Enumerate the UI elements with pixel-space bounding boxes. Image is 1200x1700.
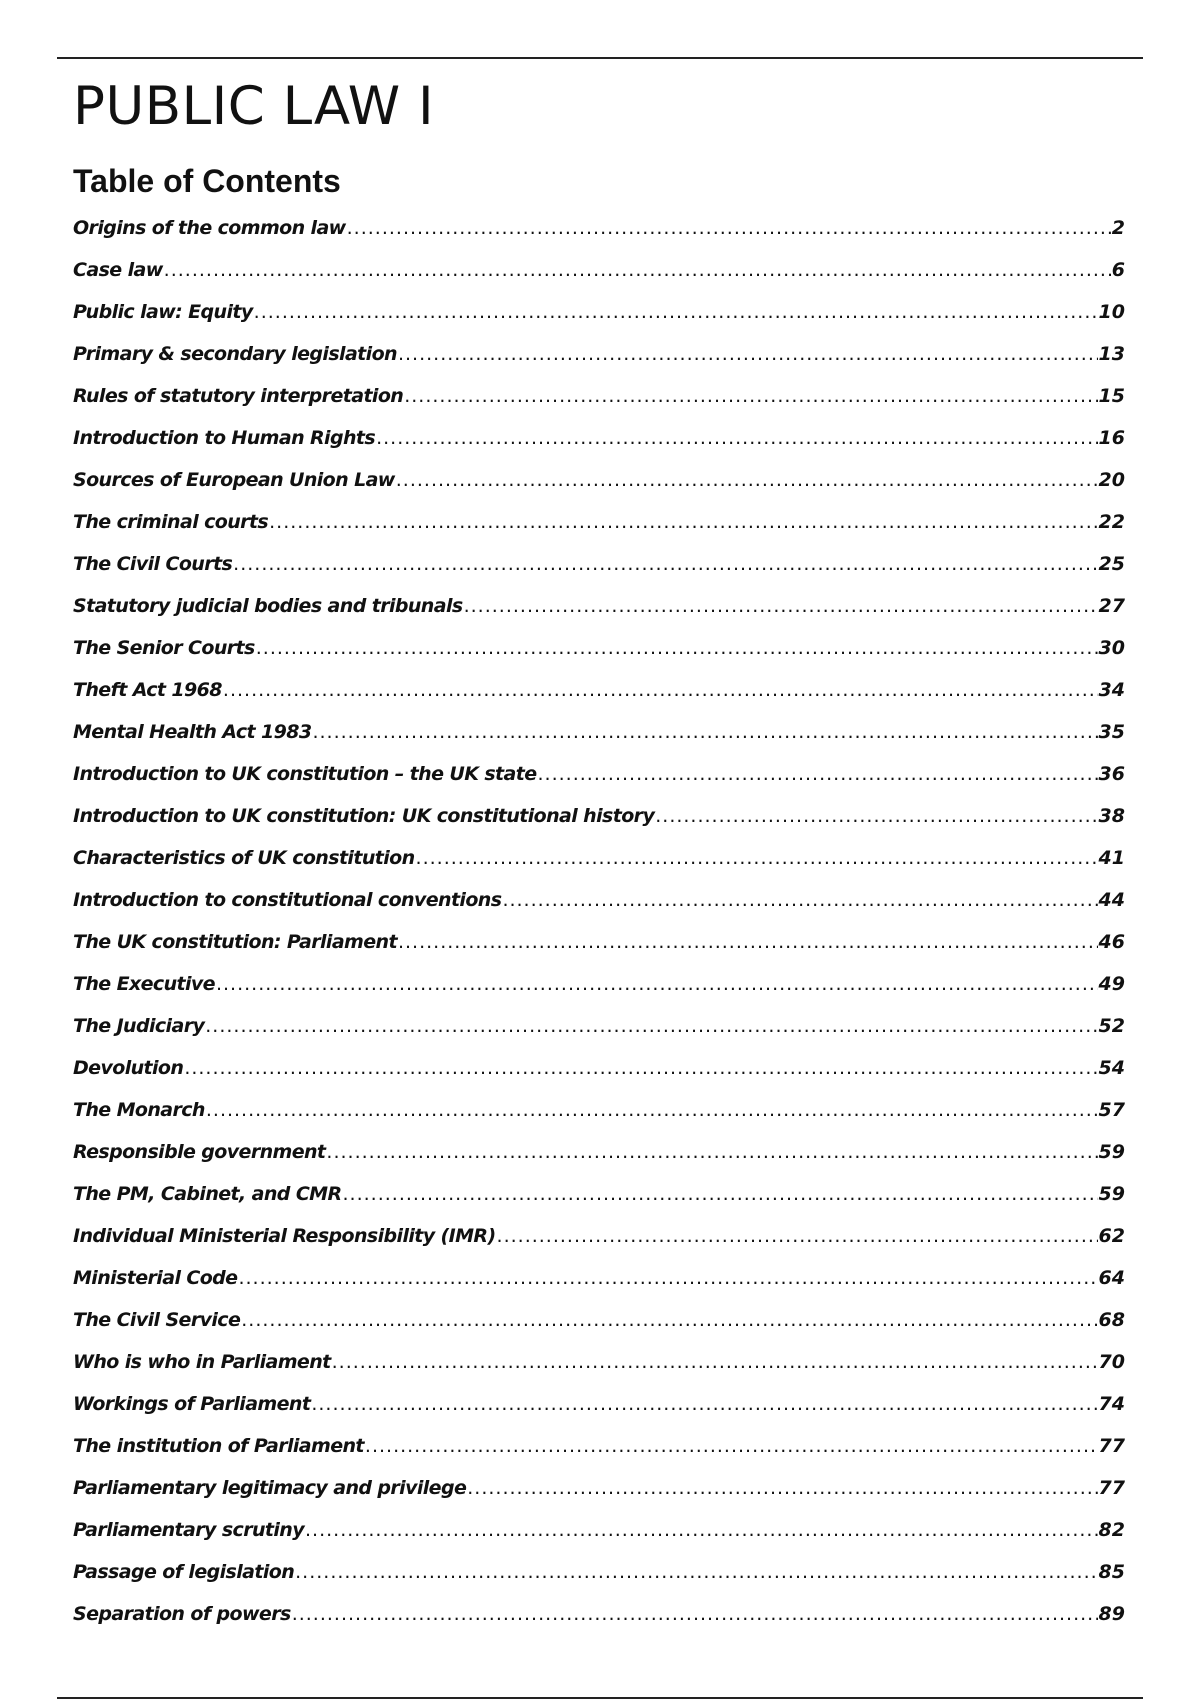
toc-entry-page-number: 77 xyxy=(1098,1477,1125,1499)
toc-entry-page-number: 52 xyxy=(1098,1015,1125,1037)
toc-entry-title: Rules of statutory interpretation xyxy=(73,385,404,407)
toc-heading: Table of Contents xyxy=(73,163,341,199)
toc-dot-leader xyxy=(233,543,1097,585)
toc-entry[interactable] xyxy=(73,1173,1125,1215)
toc-entry-page-number: 62 xyxy=(1098,1225,1125,1247)
toc-entry-page-number: 22 xyxy=(1098,511,1125,533)
toc-entry[interactable] xyxy=(73,1089,1125,1131)
toc-entry[interactable] xyxy=(73,1467,1125,1509)
toc-dot-leader xyxy=(305,1509,1098,1551)
toc-entry[interactable] xyxy=(73,1215,1125,1257)
footer-rule xyxy=(57,1697,1143,1699)
toc-entry-title: The Civil Courts xyxy=(73,553,233,575)
toc-entry-title: Passage of legislation xyxy=(73,1561,295,1583)
toc-dot-leader xyxy=(365,1425,1098,1467)
table-of-contents xyxy=(73,207,1125,1635)
toc-entry[interactable] xyxy=(73,1047,1125,1089)
toc-entry-title: Statutory judicial bodies and tribunals xyxy=(73,595,463,617)
toc-entry[interactable] xyxy=(73,1131,1125,1173)
toc-dot-leader xyxy=(223,669,1098,711)
toc-entry[interactable] xyxy=(73,1257,1125,1299)
toc-entry-page-number: 46 xyxy=(1098,931,1125,953)
toc-entry-page-number: 41 xyxy=(1098,847,1125,869)
toc-entry[interactable] xyxy=(73,585,1125,627)
toc-entry-title: Origins of the common law xyxy=(73,217,346,239)
toc-entry[interactable] xyxy=(73,375,1125,417)
toc-dot-leader xyxy=(164,249,1111,291)
toc-entry-title: Theft Act 1968 xyxy=(73,679,222,701)
toc-entry-page-number: 59 xyxy=(1098,1183,1125,1205)
toc-entry-page-number: 30 xyxy=(1098,637,1125,659)
toc-dot-leader xyxy=(269,501,1097,543)
toc-dot-leader xyxy=(312,711,1097,753)
toc-dot-leader xyxy=(396,459,1098,501)
toc-entry-title: Introduction to UK constitution: UK constitutional history xyxy=(73,805,655,827)
toc-entry[interactable] xyxy=(73,1593,1125,1635)
toc-dot-leader xyxy=(216,963,1098,1005)
toc-dot-leader xyxy=(241,1299,1097,1341)
toc-entry-page-number: 35 xyxy=(1098,721,1125,743)
toc-entry-page-number: 74 xyxy=(1098,1393,1125,1415)
toc-dot-leader xyxy=(205,1005,1097,1047)
toc-entry[interactable] xyxy=(73,1299,1125,1341)
toc-entry-page-number: 36 xyxy=(1098,763,1125,785)
toc-entry[interactable] xyxy=(73,459,1125,501)
toc-dot-leader xyxy=(311,1383,1097,1425)
toc-dot-leader xyxy=(416,837,1098,879)
toc-dot-leader xyxy=(238,1257,1097,1299)
toc-entry[interactable] xyxy=(73,1509,1125,1551)
toc-entry-page-number: 49 xyxy=(1098,973,1125,995)
toc-dot-leader xyxy=(332,1341,1098,1383)
toc-entry-title: Introduction to UK constitution – the UK state xyxy=(73,763,537,785)
toc-entry-page-number: 82 xyxy=(1098,1519,1125,1541)
toc-entry-page-number: 77 xyxy=(1098,1435,1125,1457)
toc-entry-title: The Monarch xyxy=(73,1099,205,1121)
toc-entry-title: Primary & secondary legislation xyxy=(73,343,397,365)
toc-dot-leader xyxy=(343,1173,1098,1215)
toc-entry[interactable] xyxy=(73,879,1125,921)
toc-entry-title: Introduction to constitutional conventions xyxy=(73,889,502,911)
toc-entry-page-number: 68 xyxy=(1098,1309,1125,1331)
toc-entry-page-number: 54 xyxy=(1098,1057,1125,1079)
toc-entry-title: Responsible government xyxy=(73,1141,326,1163)
toc-entry[interactable] xyxy=(73,1425,1125,1467)
toc-entry-title: The PM, Cabinet, and CMR xyxy=(73,1183,342,1205)
toc-entry-page-number: 89 xyxy=(1098,1603,1125,1625)
toc-dot-leader xyxy=(398,333,1098,375)
toc-entry-title: The institution of Parliament xyxy=(73,1435,364,1457)
toc-entry-page-number: 85 xyxy=(1098,1561,1125,1583)
toc-dot-leader xyxy=(467,1467,1097,1509)
toc-entry[interactable] xyxy=(73,417,1125,459)
toc-entry[interactable] xyxy=(73,921,1125,963)
toc-entry-title: Parliamentary legitimacy and privilege xyxy=(73,1477,467,1499)
toc-entry-page-number: 2 xyxy=(1111,217,1125,239)
toc-entry-title: Characteristics of UK constitution xyxy=(73,847,415,869)
toc-dot-leader xyxy=(295,1551,1097,1593)
toc-dot-leader xyxy=(398,921,1098,963)
toc-dot-leader xyxy=(256,627,1098,669)
toc-entry-page-number: 64 xyxy=(1098,1267,1125,1289)
toc-entry[interactable] xyxy=(73,837,1125,879)
toc-dot-leader xyxy=(206,1089,1098,1131)
toc-entry-title: The criminal courts xyxy=(73,511,269,533)
toc-dot-leader xyxy=(404,375,1097,417)
toc-entry-title: The Judiciary xyxy=(73,1015,205,1037)
toc-entry-title: Mental Health Act 1983 xyxy=(73,721,312,743)
toc-entry-page-number: 10 xyxy=(1098,301,1125,323)
toc-entry-title: Separation of powers xyxy=(73,1603,291,1625)
toc-entry-page-number: 44 xyxy=(1098,889,1125,911)
toc-dot-leader xyxy=(347,207,1111,249)
toc-dot-leader xyxy=(376,417,1097,459)
toc-entry[interactable] xyxy=(73,795,1125,837)
toc-entry-title: Ministerial Code xyxy=(73,1267,238,1289)
toc-entry-title: The UK constitution: Parliament xyxy=(73,931,397,953)
toc-entry[interactable] xyxy=(73,1383,1125,1425)
toc-entry-page-number: 6 xyxy=(1111,259,1125,281)
toc-dot-leader xyxy=(502,879,1097,921)
toc-entry[interactable] xyxy=(73,249,1125,291)
header-rule xyxy=(57,57,1143,59)
toc-entry[interactable] xyxy=(73,669,1125,711)
toc-entry-title: The Civil Service xyxy=(73,1309,241,1331)
toc-dot-leader xyxy=(292,1593,1098,1635)
toc-entry-page-number: 20 xyxy=(1098,469,1125,491)
toc-entry-title: The Senior Courts xyxy=(73,637,255,659)
toc-entry[interactable] xyxy=(73,291,1125,333)
toc-entry[interactable] xyxy=(73,501,1125,543)
toc-entry-title: The Executive xyxy=(73,973,215,995)
toc-entry-page-number: 25 xyxy=(1098,553,1125,575)
toc-dot-leader xyxy=(326,1131,1097,1173)
toc-entry-page-number: 15 xyxy=(1098,385,1125,407)
toc-entry[interactable] xyxy=(73,711,1125,753)
toc-entry-page-number: 59 xyxy=(1098,1141,1125,1163)
toc-dot-leader xyxy=(254,291,1098,333)
toc-entry-title: Case law xyxy=(73,259,163,281)
toc-dot-leader xyxy=(655,795,1097,837)
toc-entry[interactable] xyxy=(73,543,1125,585)
toc-dot-leader xyxy=(538,753,1098,795)
toc-entry[interactable] xyxy=(73,753,1125,795)
toc-entry[interactable] xyxy=(73,1551,1125,1593)
toc-entry-title: Who is who in Parliament xyxy=(73,1351,331,1373)
toc-entry[interactable] xyxy=(73,627,1125,669)
toc-entry[interactable] xyxy=(73,207,1125,249)
toc-entry[interactable] xyxy=(73,963,1125,1005)
toc-dot-leader xyxy=(464,585,1098,627)
toc-entry-title: Introduction to Human Rights xyxy=(73,427,376,449)
toc-entry-title: Devolution xyxy=(73,1057,184,1079)
toc-entry-page-number: 27 xyxy=(1098,595,1125,617)
toc-entry-title: Parliamentary scrutiny xyxy=(73,1519,305,1541)
toc-entry-page-number: 13 xyxy=(1098,343,1125,365)
toc-entry-page-number: 57 xyxy=(1098,1099,1125,1121)
toc-dot-leader xyxy=(184,1047,1097,1089)
toc-entry-page-number: 70 xyxy=(1098,1351,1125,1373)
toc-entry-title: Individual Ministerial Responsibility (IMR) xyxy=(73,1225,496,1247)
toc-entry[interactable] xyxy=(73,1341,1125,1383)
toc-entry-page-number: 34 xyxy=(1098,679,1125,701)
document-title: PUBLIC LAW I xyxy=(73,76,435,137)
toc-entry-title: Workings of Parliament xyxy=(73,1393,311,1415)
toc-entry[interactable] xyxy=(73,1005,1125,1047)
toc-entry-page-number: 16 xyxy=(1098,427,1125,449)
toc-entry-title: Public law: Equity xyxy=(73,301,253,323)
toc-dot-leader xyxy=(497,1215,1098,1257)
toc-entry-page-number: 38 xyxy=(1098,805,1125,827)
toc-entry[interactable] xyxy=(73,333,1125,375)
toc-entry-title: Sources of European Union Law xyxy=(73,469,395,491)
